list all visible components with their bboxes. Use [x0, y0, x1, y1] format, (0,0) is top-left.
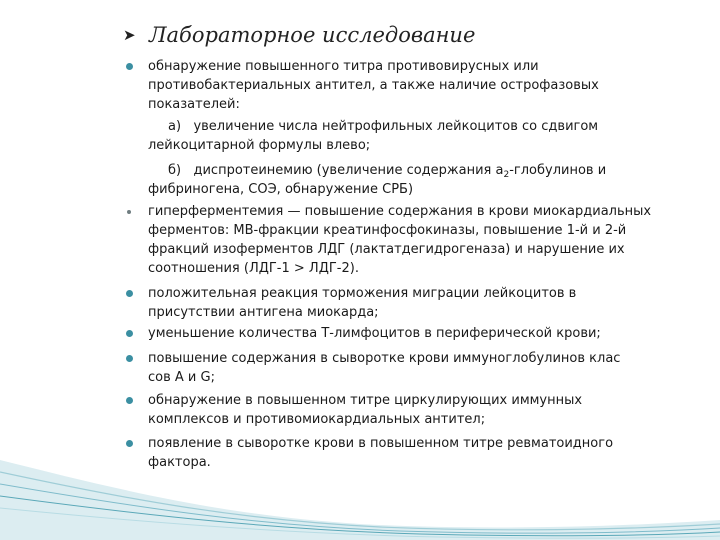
- list-item-text: обнаружение повышенного титра противовирусных или противобактериальных антител, а также наличие острофазовых показателей:: [148, 59, 599, 112]
- list-item-text: появление в сыворотке крови в повышенном титре ревматоидного фактора.: [148, 436, 614, 470]
- sub-item-a: [148, 117, 708, 155]
- heading-row: [123, 20, 475, 50]
- sub-item-a-marker: а): [168, 119, 182, 134]
- subscript-index: 2: [503, 170, 510, 180]
- round-bullet-icon: [126, 290, 133, 297]
- list-item-5: [148, 349, 708, 387]
- round-bullet-icon: [126, 355, 133, 362]
- sub-item-a-line1: [148, 117, 708, 136]
- list-item-1: [148, 57, 708, 114]
- sub-item-b-text-post: -глобулинов и: [509, 163, 607, 178]
- small-bullet-icon: [127, 210, 131, 214]
- sub-item-b-marker: б): [168, 163, 182, 178]
- list-item-text: гиперферментемия — повышение содержания в крови миокардиальных ферментов: МВ-фракции креатинфосфокиназы, повышение 1-й и 2-й фракций изоферментов ЛДГ (лактатдегидрогеназа) и нарушение их соотношения (ЛДГ-1 > ЛДГ-2).: [148, 204, 652, 276]
- sub-item-a-line2: лейкоцитарной формулы влево;: [148, 138, 371, 153]
- list-item-text: повышение содержания в сыворотке крови иммуноглобулинов клас сов А и G;: [148, 351, 621, 385]
- sub-item-a-text: увеличение числа нейтрофильных лейкоцитов со сдвигом: [193, 119, 599, 134]
- round-bullet-icon: [126, 330, 133, 337]
- list-item-text: уменьшение количества Т-лимфоцитов в периферической крови;: [148, 326, 601, 341]
- round-bullet-icon: [126, 63, 133, 70]
- sub-item-b-text: диспротеинемию (увеличение содержания а: [193, 163, 504, 178]
- list-item-text: обнаружение в повышенном титре циркулирующих иммунных комплексов и противомиокардиальных антител;: [148, 393, 583, 427]
- sub-item-b: [148, 161, 708, 199]
- wave-fill: [0, 460, 720, 540]
- round-bullet-icon: [126, 397, 133, 404]
- list-item-4: [148, 324, 708, 343]
- slide-heading: Лабораторное исследование: [149, 23, 476, 47]
- arrowhead-bullet-icon: ➤: [123, 26, 136, 44]
- list-item-text: положительная реакция торможения миграции лейкоцитов в присутствии антигена миокарда;: [148, 286, 577, 320]
- wave-decoration: [0, 420, 720, 540]
- list-item-3: [148, 284, 708, 322]
- sub-item-b-line1: [148, 161, 708, 180]
- sub-item-b-line2: фибриногена, СОЭ, обнаружение СРБ): [148, 182, 414, 197]
- list-item-2: [148, 202, 708, 278]
